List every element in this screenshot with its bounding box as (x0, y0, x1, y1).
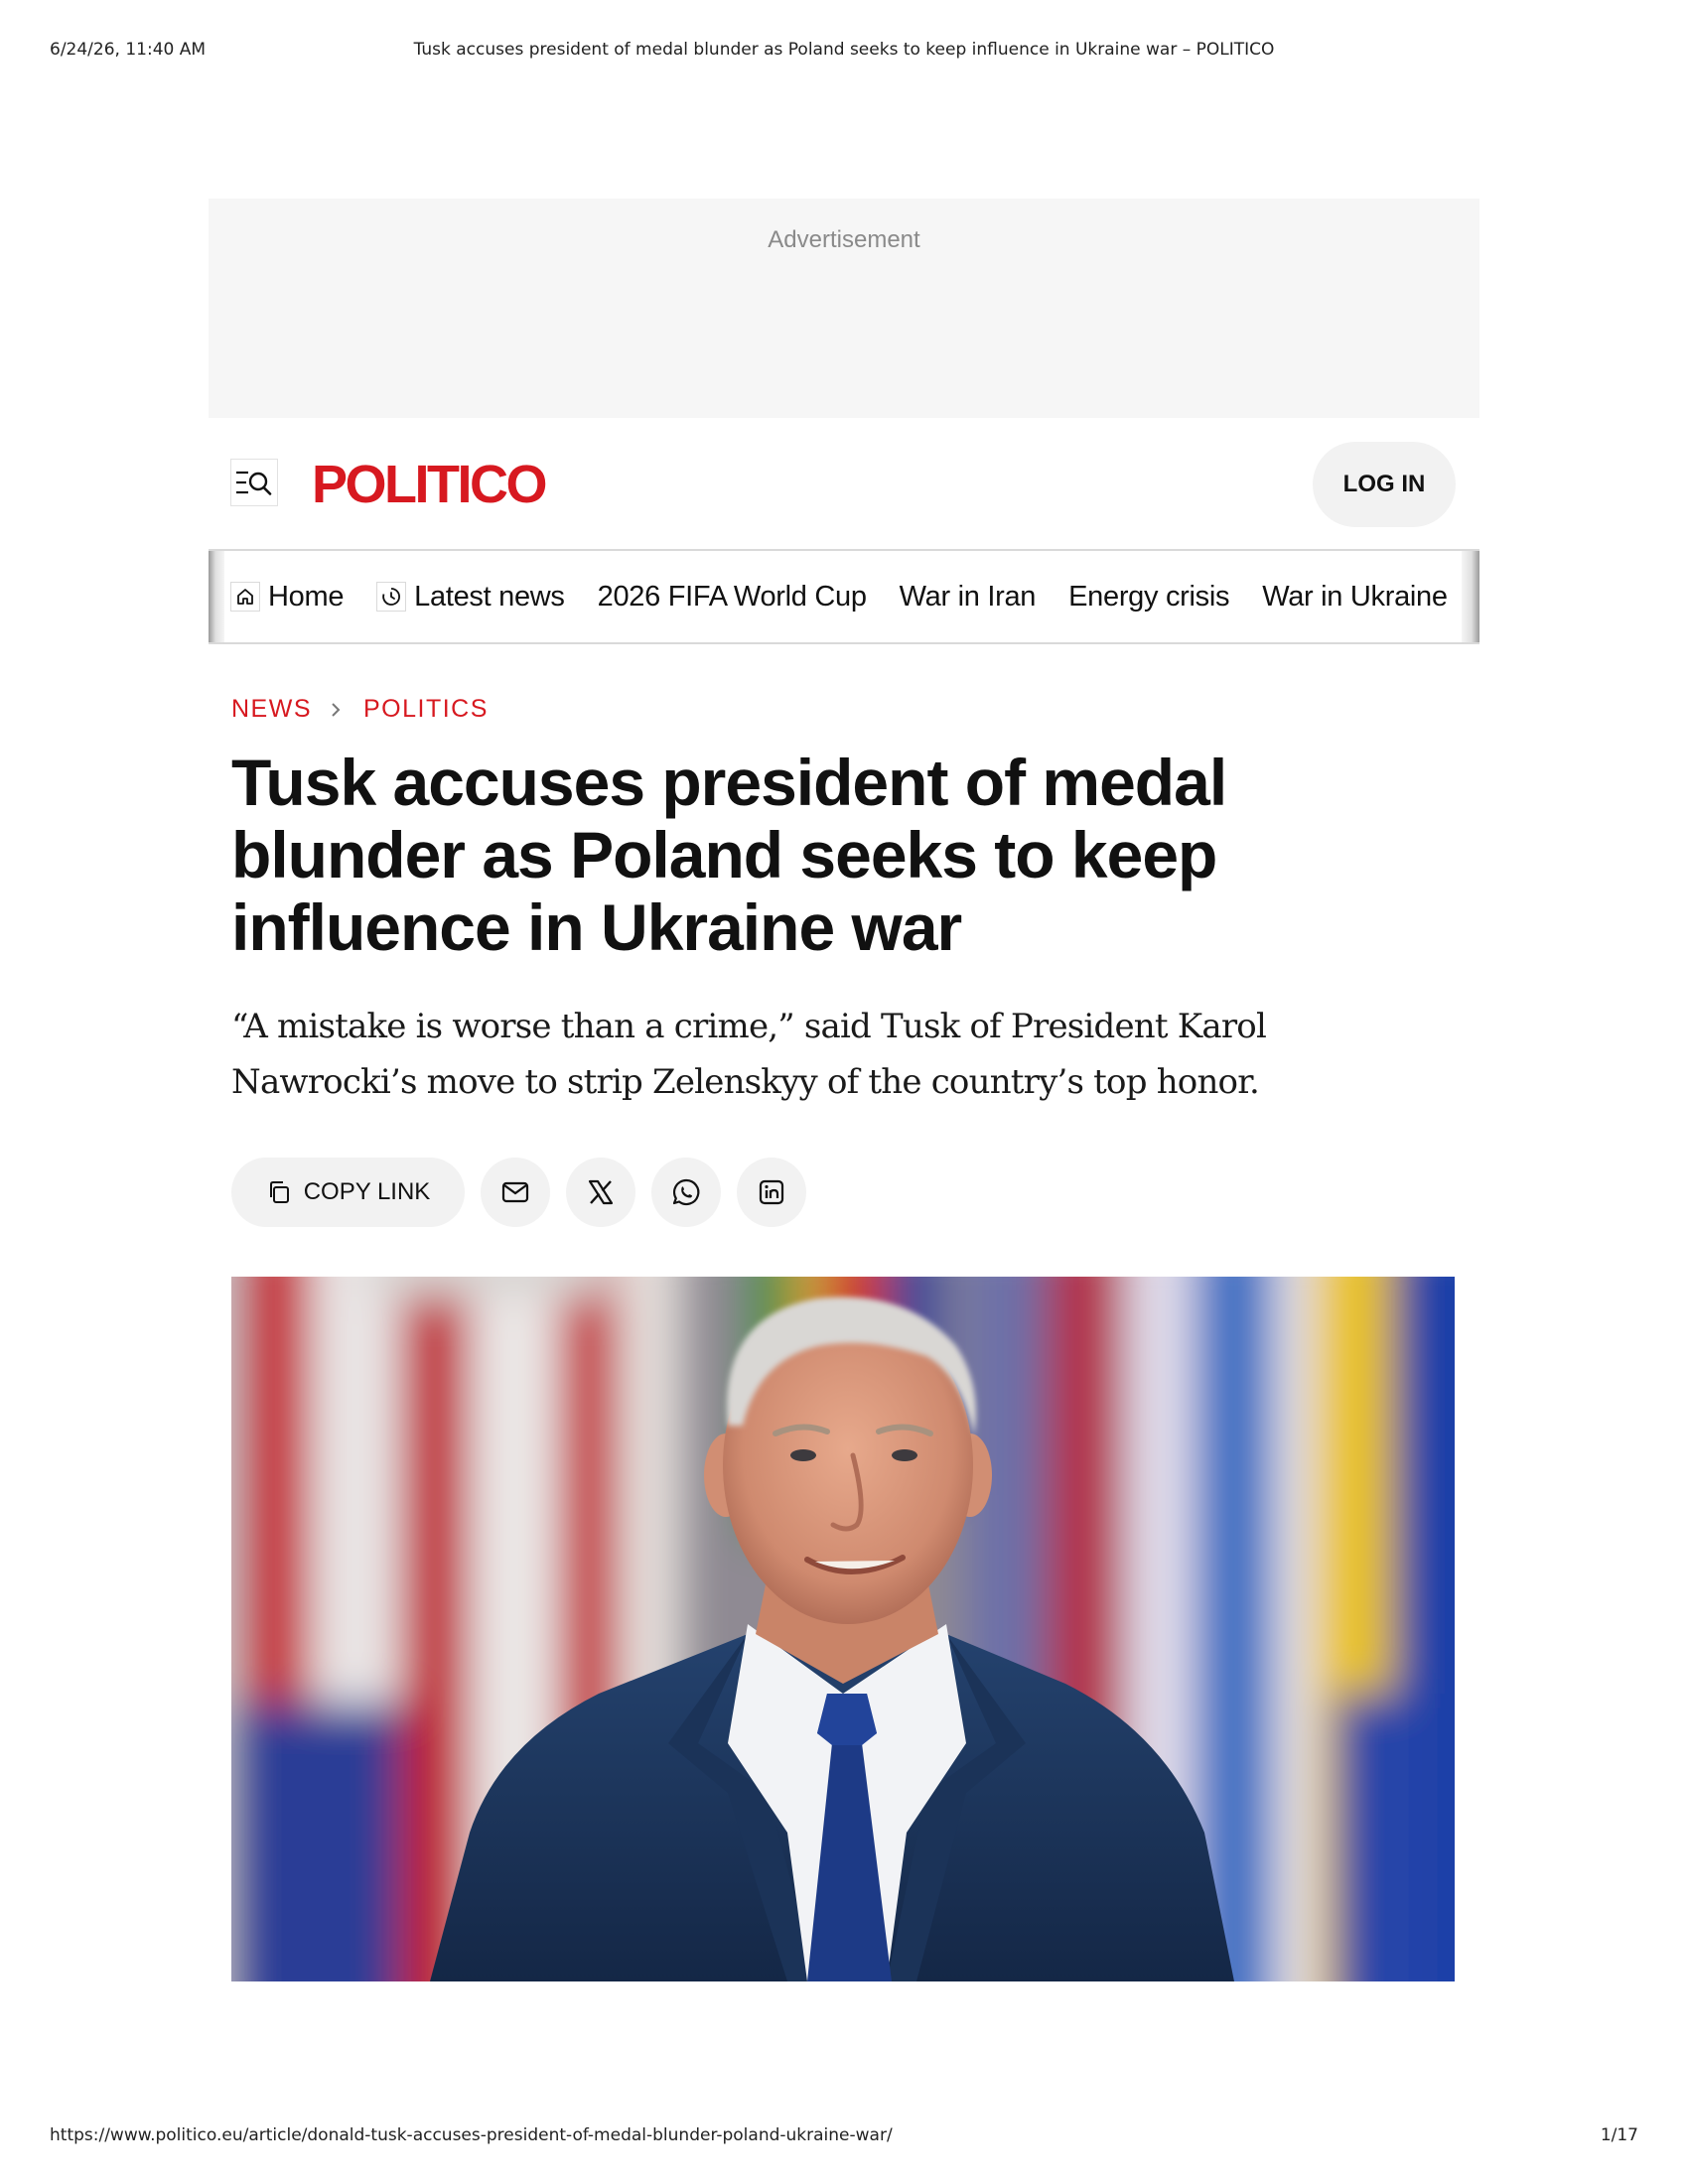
share-whatsapp-button[interactable] (651, 1158, 721, 1227)
copy-link-label: COPY LINK (303, 1178, 431, 1205)
article-dek: “A mistake is worse than a crime,” said Tusk of President Karol Nawrocki’s move to strip Zelenskyy of the country’s top honor. (231, 1007, 1267, 1102)
menu-search-button[interactable] (230, 459, 278, 506)
nav-item-label: 2026 FIFA World Cup (597, 580, 867, 613)
chevron-right-icon (330, 701, 342, 719)
home-icon (230, 582, 260, 612)
hero-photo[interactable] (231, 1277, 1455, 1981)
share-email-button[interactable] (481, 1158, 550, 1227)
share-linkedin-button[interactable] (737, 1158, 806, 1227)
nav-item-latest-news[interactable] (376, 581, 564, 614)
print-url: https://www.politico.eu/article/donald-tusk-accuses-president-of-medal-blunder-poland-ukraine-war/ (50, 2125, 893, 2145)
nav-item-war-in-ukraine[interactable] (1262, 581, 1448, 614)
nav-scroll-left[interactable] (209, 551, 224, 642)
print-page-number: 1/17 (1600, 2125, 1638, 2145)
share-bar (231, 1158, 822, 1227)
print-header (50, 40, 1638, 64)
site-header (209, 418, 1479, 549)
article-headline: Tusk accuses president of medal blunder as Poland seeks to keep influence in Ukraine war (231, 746, 1227, 964)
politico-logo[interactable]: POLITICO (312, 455, 545, 514)
login-button[interactable]: LOG IN (1313, 442, 1456, 527)
nav-item-world-cup[interactable] (598, 581, 867, 614)
email-icon (501, 1180, 529, 1204)
print-title: Tusk accuses president of medal blunder as Poland seeks to keep influence in Ukraine war – POLITICO (413, 40, 1275, 60)
nav-scroll-right[interactable] (1462, 551, 1479, 642)
print-footer (50, 2125, 1638, 2149)
nav-item-label: War in Iran (899, 580, 1037, 613)
copy-icon (266, 1179, 292, 1205)
clock-icon (376, 582, 406, 612)
advertisement-label: Advertisement (768, 226, 920, 253)
share-x-button[interactable] (566, 1158, 635, 1227)
breadcrumb (231, 695, 489, 724)
linkedin-icon (759, 1179, 784, 1205)
nav-item-label: Energy crisis (1068, 580, 1230, 613)
copy-link-button[interactable] (231, 1158, 465, 1227)
nav-item-home[interactable] (230, 581, 344, 614)
breadcrumb-politics[interactable]: POLITICS (363, 695, 489, 723)
nav-item-label: Latest news (414, 580, 565, 613)
print-date: 6/24/26, 11:40 AM (50, 40, 207, 60)
nav-item-war-in-iran[interactable] (900, 581, 1036, 614)
nav-item-energy-crisis[interactable] (1068, 581, 1229, 614)
breadcrumb-news[interactable]: NEWS (231, 695, 312, 723)
whatsapp-icon (671, 1177, 701, 1207)
nav-item-label: War in Ukraine (1262, 580, 1448, 613)
menu-search-icon (235, 470, 273, 495)
advertisement-slot[interactable] (209, 199, 1479, 418)
x-icon (588, 1179, 614, 1205)
nav-item-label: Home (268, 580, 345, 613)
main-nav (209, 549, 1479, 644)
